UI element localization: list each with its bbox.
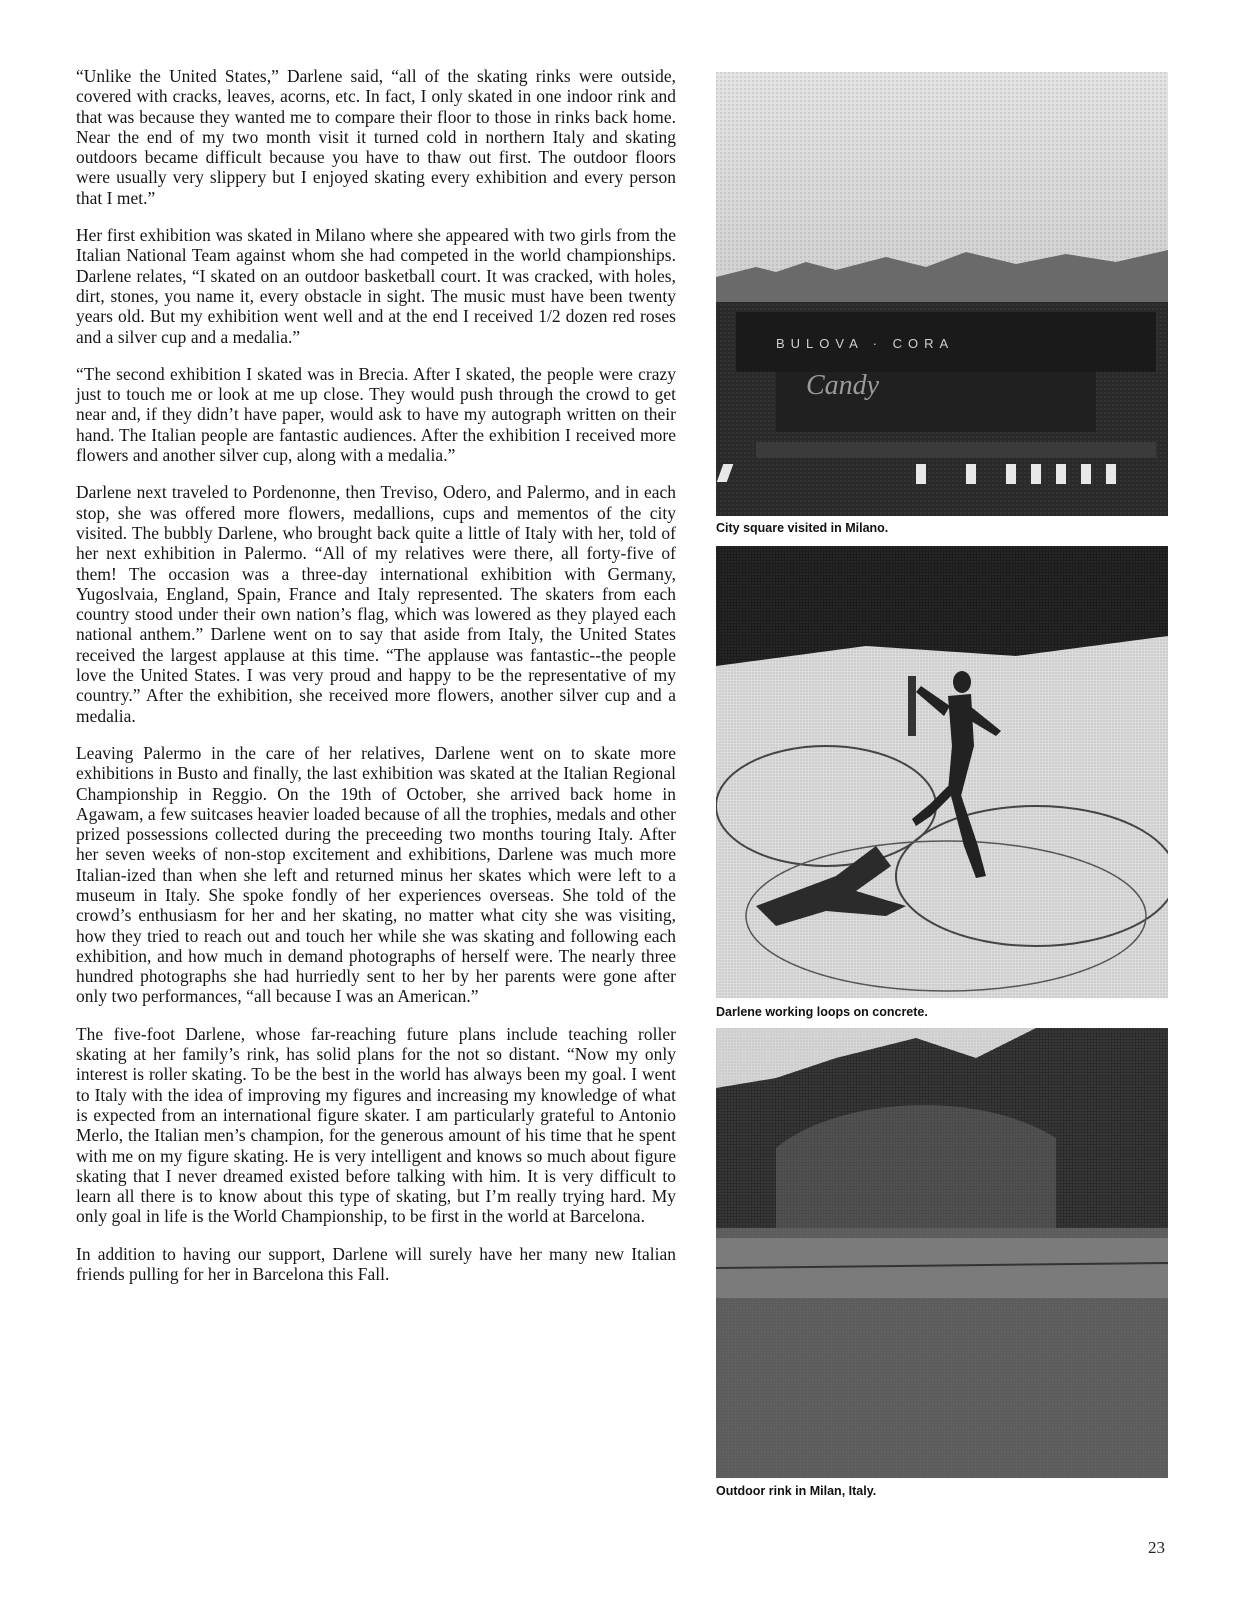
rink-image bbox=[716, 1028, 1168, 1478]
article-paragraph: Leaving Palermo in the care of her relatives, Darlene went on to skate more exhibitions in Busto and finally, the last exhibition was skated at the Italian Regional Championship in Reggio. On the 19th of October, she arrived back home in Agawam, a few suitcases heavier loaded because of all the trophies, medals and other prized possessions collected during the preceeding two months touring Italy. After her seven weeks of non-stop excitement and exhibitions, Darlene was much more Italian-ized than when she left and returned minus her skates which were left to a museum in Italy. She spoke fondly of her experiences overseas. She told of the crowd’s enthusiasm for her and her skating, no matter what city she was visiting, how they tried to reach out and touch her while she was skating and following each exhibition, and how much in demand photographs of herself were. The nearly three hundred photographs she had hurriedly sent to her by her parents were gone after only two performances, “all because I was an American.” bbox=[76, 742, 676, 1007]
city-square-image bbox=[716, 72, 1168, 516]
sign-text: BULOVA · CORA bbox=[776, 336, 955, 351]
article-body bbox=[76, 66, 676, 1301]
article-paragraph: The five-foot Darlene, whose far-reaching future plans include teaching roller skating at her family’s rink, has solid plans for the not so distant. “Now my only interest is roller skating. To be the best in the world has always been my goal. I went to Italy with the idea of improving my figures and increasing my knowledge of what is expected from an international figure skater. I am particularly grateful to Antonio Merlo, the Italian men’s champion, for the generous amount of his time that he spent with me on my figure skating. He is very intelligent and knows so much about figure skating that I never dreamed existed before talking with him. It is very difficult to learn all there is to know about this type of skating, but I’m really trying hard. My only goal in life is the World Championship, to be first in the world at Barcelona. bbox=[76, 1023, 676, 1227]
article-paragraph: “The second exhibition I skated was in Brecia. After I skated, the people were crazy just to touch me or look at me up close. They would push through the crowd to get near and, if they didn’t have paper, would ask to have my autograph written on their hand. The Italian people are fantastic audiences. After the exhibition I received more flowers and another silver cup, along with a medalia.” bbox=[76, 363, 676, 466]
page-number: 23 bbox=[1148, 1538, 1165, 1557]
caption-rink: Outdoor rink in Milan, Italy. bbox=[716, 1484, 877, 1498]
photo-skater bbox=[716, 546, 1168, 998]
skater-image bbox=[716, 546, 1168, 998]
photo-milano-square bbox=[716, 72, 1168, 516]
article-paragraph: Darlene next traveled to Pordenonne, then Treviso, Odero, and Palermo, and in each stop, she was offered more flowers, medallions, cups and mementos of the city visited. The bubbly Darlene, who brought back quite a little of Italy with her, told of her next exhibition in Palermo. “All of my relatives were there, all forty-five of them! The occasion was a three-day international exhibition with Germany, Yugoslvaia, England, Spain, France and Italy represented. The skaters from each country stood under their own nation’s flag, which was lowered as they played each national anthem.” Darlene went on to say that aside from Italy, the United States received the largest applause at this time. “The applause was fantastic--the people love the United States. I was very proud and happy to be the representative of my country.” After the exhibition, she received more flowers, another silver cup and a medalia. bbox=[76, 482, 676, 726]
script-sign-text: Candy bbox=[806, 370, 880, 401]
article-paragraph: “Unlike the United States,” Darlene said, “all of the skating rinks were outside, covered with cracks, leaves, acorns, etc. In fact, I only skated in one indoor rink and that was because they wanted me to compare their floor to those in rinks back home. Near the end of my two month visit it turned cold in northern Italy and skating outdoors became difficult because you have to thaw out first. The outdoor floors were usually very slippery but I enjoyed skating every exhibition and every person that I met.” bbox=[76, 66, 676, 208]
photo-rink bbox=[716, 1028, 1168, 1478]
caption-skater: Darlene working loops on concrete. bbox=[716, 1005, 928, 1019]
caption-milano-square: City square visited in Milano. bbox=[716, 521, 889, 535]
article-paragraph: In addition to having our support, Darlene will surely have her many new Italian friends pulling for her in Barcelona this Fall. bbox=[76, 1243, 676, 1285]
article-paragraph: Her first exhibition was skated in Milano where she appeared with two girls from the Italian National Team against whom she had competed in the world championships. Darlene relates, “I skated on an outdoor basketball court. It was cracked, with holes, dirt, stones, you name it, every obstacle in sight. The music must have been twenty years old. But my exhibition went well and at the end I received 1/2 dozen red roses and a silver cup and a medalia.” bbox=[76, 225, 676, 347]
